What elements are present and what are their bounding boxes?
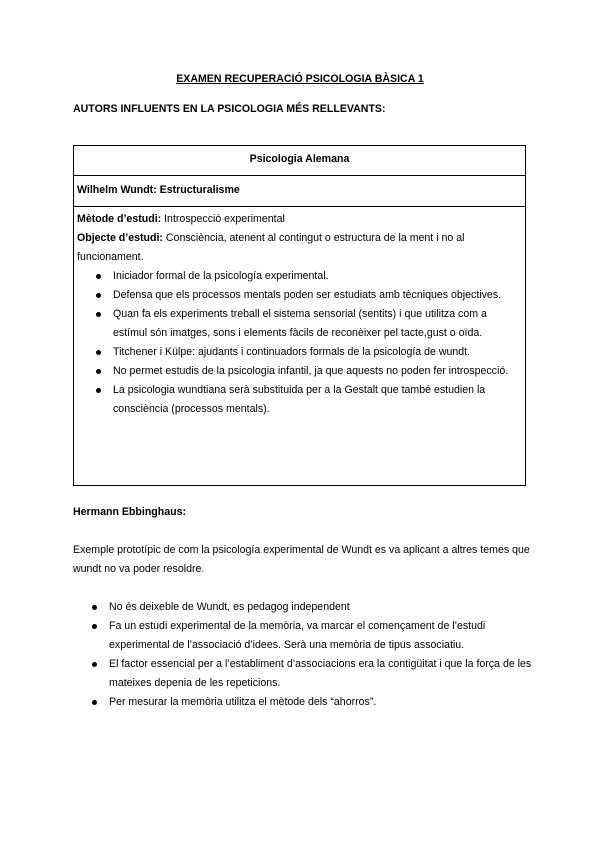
objecte-value: Consciència, atenent al contingut o estructura de la ment i no al funcionament.: [77, 232, 465, 263]
document-title: EXAMEN RECUPERACIÓ PSICOLOGIA BÀSICA 1: [176, 73, 424, 85]
section-heading-autors: AUTORS INFLUENTS EN LA PSICOLOGIA MÉS RELLEVANTS:: [73, 103, 386, 115]
wundt-table: [73, 145, 526, 486]
list-item: La psicologia wundtiana serà substituida per a la Gestalt que també estudien la consciència (processos mentals).: [77, 381, 522, 419]
list-item: No és deixeble de Wundt, es pedagog independent: [73, 598, 533, 617]
list-item: No permet estudis de la psicologia infantil, ja que aquests no poden fer introspecció.: [77, 362, 522, 381]
list-item: Defensa que els processos mentals poden ser estudiats amb tècniques objectives.: [77, 286, 522, 305]
section-heading-ebbinghaus: Hermann Ebbinghaus:: [73, 506, 187, 518]
list-item: Fa un estudi experimental de la memòria, va marcar el començament de l’estudi experimental de l’associació d’idees. Serà una memòria de tipus associatiu.: [73, 617, 533, 655]
table-header: Psicologia Alemana: [74, 146, 525, 176]
metode-value: Introspecció experimental: [161, 213, 285, 225]
list-item: Titchener i Külpe: ajudants i continuadors formals de la psicología de wundt.: [77, 343, 522, 362]
objecte-label: Objecte d’estudi:: [77, 232, 163, 244]
metode-label: Mètode d’estudi:: [77, 213, 162, 225]
list-item: Iniciador formal de la psicología experimental.: [77, 267, 522, 286]
ebbinghaus-bullet-list: [73, 598, 533, 712]
ebbinghaus-intro: Exemple prototípic de com la psicología experimental de Wundt es va aplicant a altres temes que wundt no va poder resoldre.: [73, 544, 530, 575]
list-item: El factor essencial per a l’establiment d’associacions era la contigüitat i que la força de les mateixes depenia de les repeticions.: [73, 655, 533, 693]
list-item: Quan fa els experiments treball el sistema sensorial (sentits) i que utilitza com a estímul són imatges, sons i elements fàcils de reconèixer pel tacte,gust o oïda.: [77, 305, 522, 343]
table-body: [74, 207, 525, 419]
objecte-line: [77, 229, 522, 267]
metode-line: [77, 210, 522, 229]
wundt-bullet-list: [77, 267, 522, 419]
table-subheader: Wilhelm Wundt: Estructuralisme: [74, 176, 525, 207]
list-item: Per mesurar la memòria utilitza el mètode dels “ahorros”.: [73, 693, 533, 712]
